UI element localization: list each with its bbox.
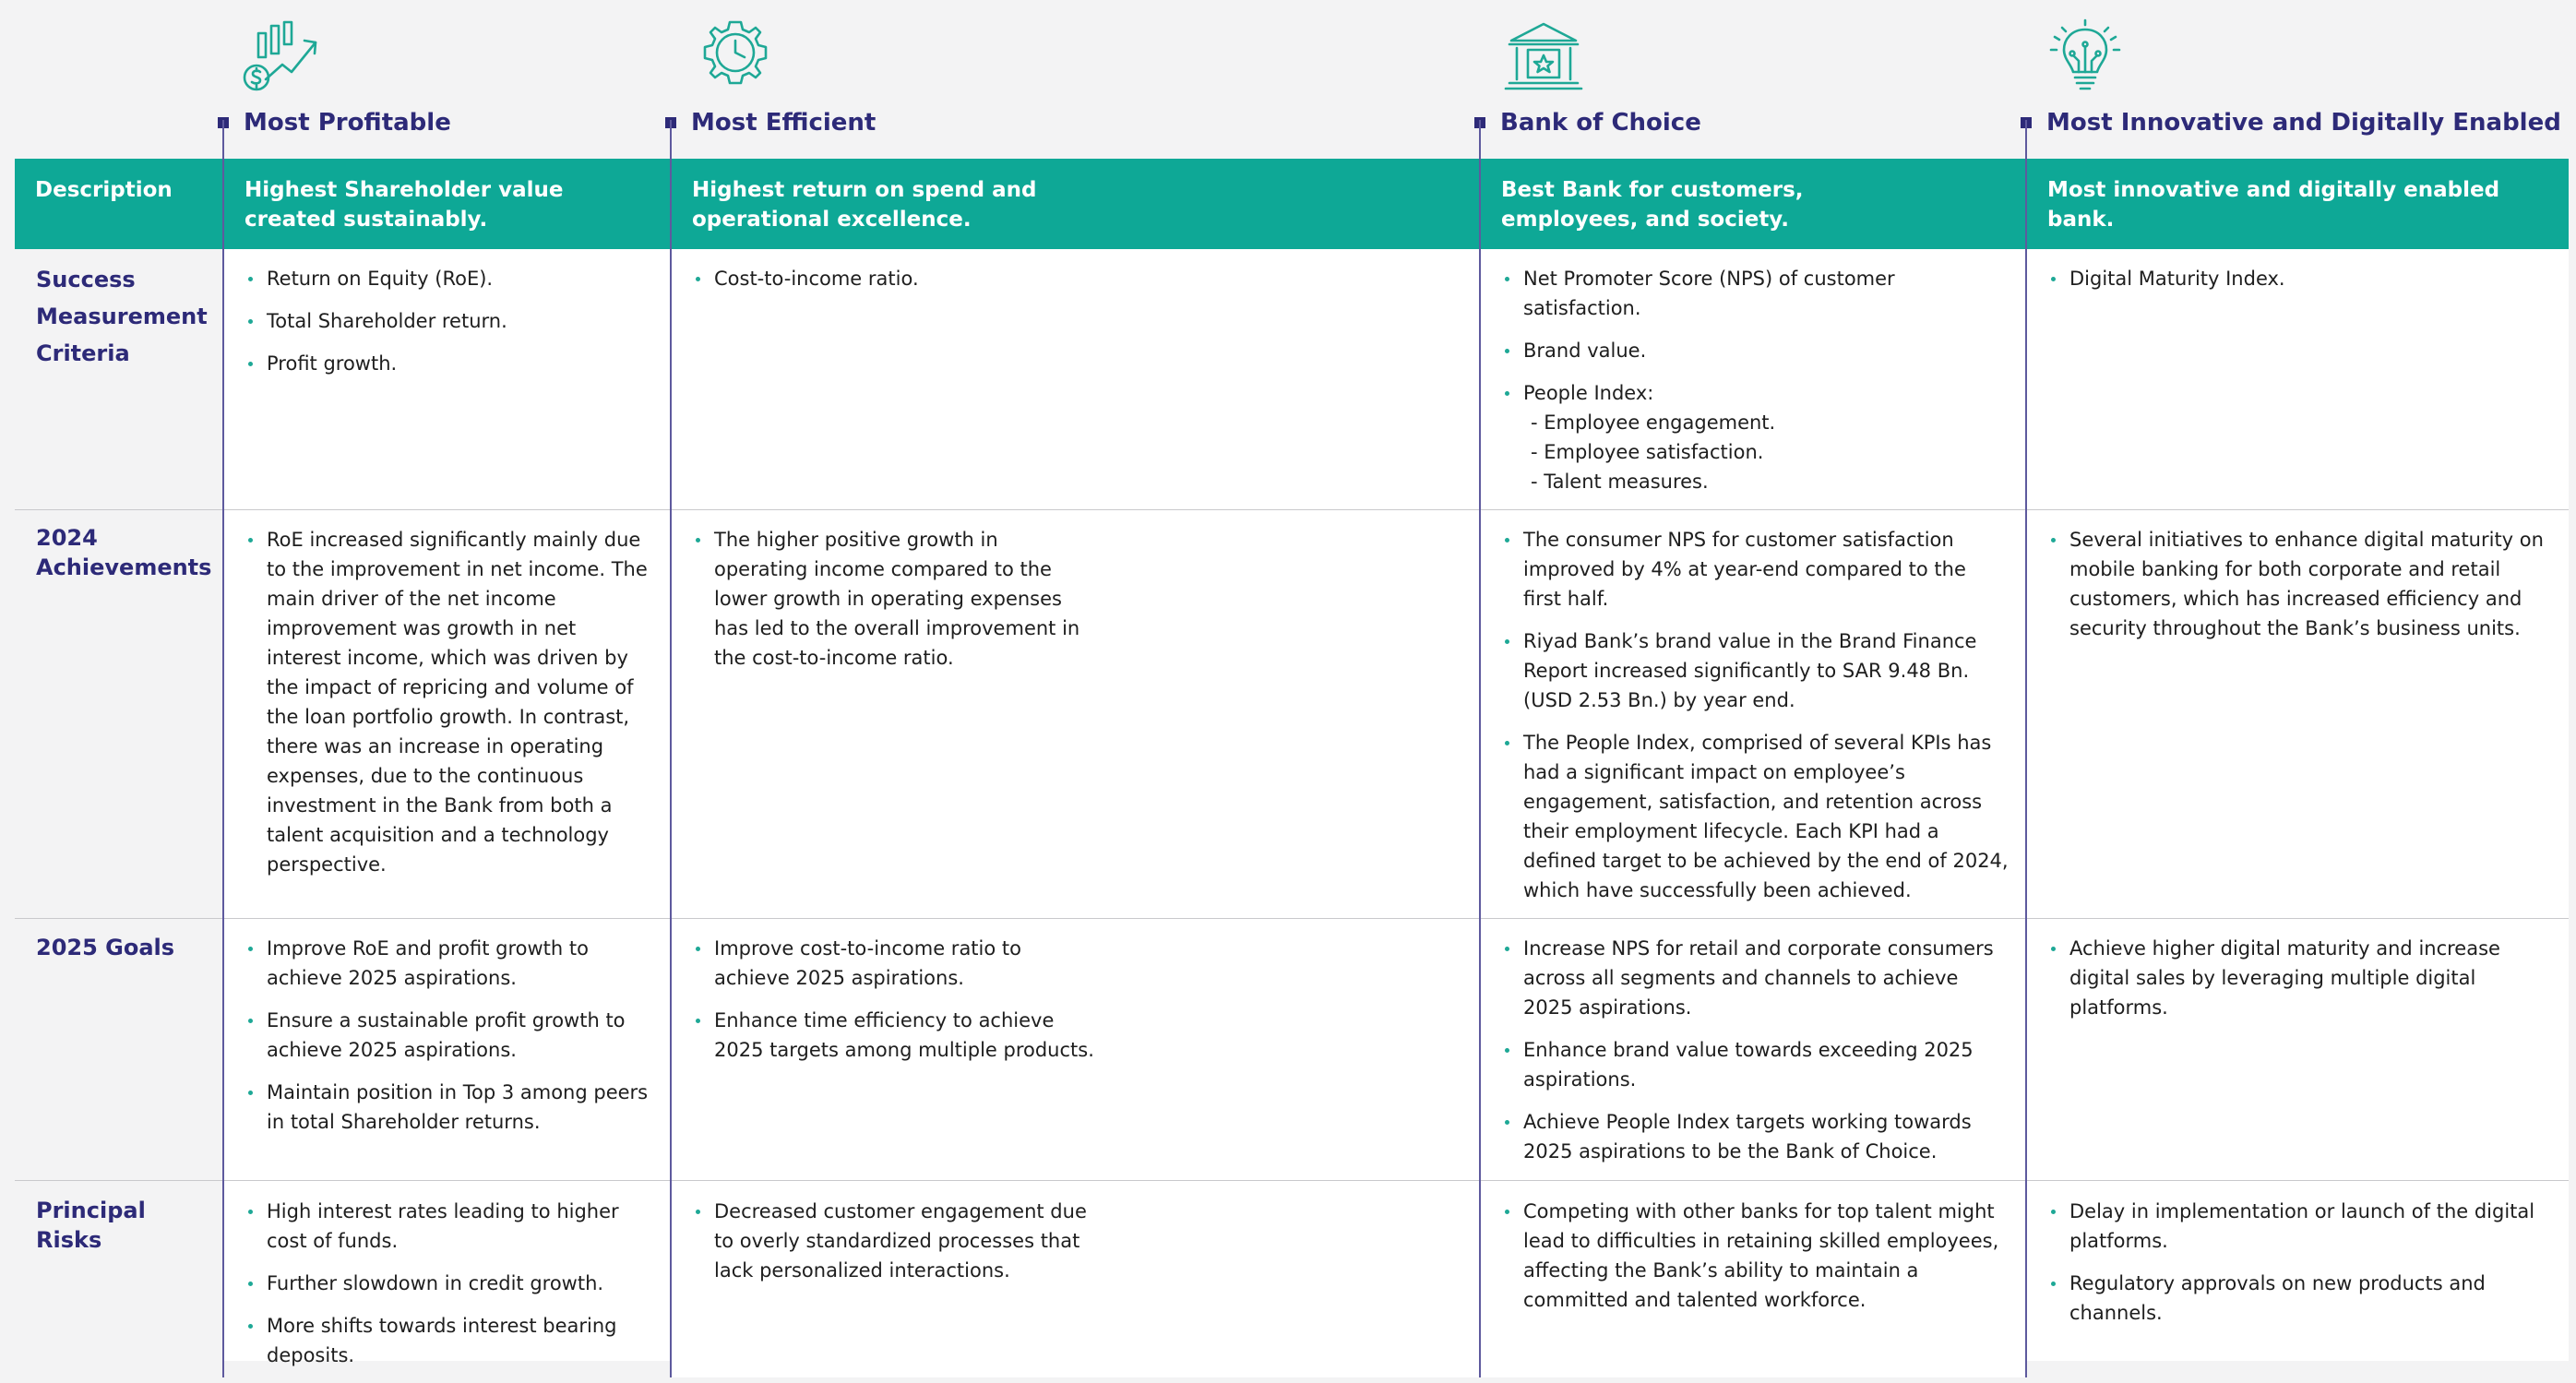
row-label-criteria: Success Measurement Criteria <box>36 267 208 366</box>
list-item: Delay in implementation or launch of the digital platforms. <box>2049 1197 2550 1256</box>
cell-risks-efficient <box>672 1197 1115 1298</box>
header-cell-bank-of-choice: Best Bank for customers, employees, and society. <box>1501 178 1804 232</box>
list-item: Total Shareholder return. <box>246 306 653 336</box>
list-item: Competing with other banks for top talent might lead to difficulties in retaining skilled employees, affecting the Bank’s ability to maintain a committed and talented workforce. <box>1503 1197 2009 1315</box>
cell-criteria-bank-of-choice <box>1481 264 2027 509</box>
pillar-title-efficient <box>665 106 876 139</box>
cell-achievements-efficient <box>672 525 1115 686</box>
list-item: Enhance time efficiency to achieve 2025 targets among multiple products. <box>694 1006 1096 1065</box>
header-cell-efficient: Highest return on spend and operational excellence. <box>692 178 1037 232</box>
people-index-sub-item: - Employee engagement. <box>1531 411 1776 434</box>
list-item-people-index <box>1503 378 2009 496</box>
list-item: Improve RoE and profit growth to achieve 2025 aspirations. <box>246 934 653 993</box>
list-item: Achieve People Index targets working towards 2025 aspirations to be the Bank of Choice. <box>1503 1107 2009 1166</box>
pillar-title-bank-of-choice <box>1474 106 1701 139</box>
list-item: Achieve higher digital maturity and increase digital sales by leveraging multiple digital platforms. <box>2049 934 2550 1022</box>
pillar-title-text: Most Profitable <box>244 109 451 137</box>
list-item: Increase NPS for retail and corporate consumers across all segments and channels to achieve 2025 aspirations. <box>1503 934 2009 1022</box>
list-item: Maintain position in Top 3 among peers in total Shareholder returns. <box>246 1078 653 1137</box>
list-item: Return on Equity (RoE). <box>246 264 653 293</box>
pillar-title-innovative <box>2021 106 2561 139</box>
cell-risks-profitable <box>224 1197 672 1383</box>
column-divider <box>1479 120 1481 1377</box>
people-index-sub-item: - Talent measures. <box>1531 471 1709 493</box>
list-item: RoE increased significantly mainly due to the improvement in net income. The main driver of the net income improvement was growth in net interest income, which was driven by the impact of repricing and volume of the loan portfolio growth. In contrast, there was an increase in operating expenses, due to the continuous investment in the Bank from both a talent acquisition and a technology perspective. <box>246 525 653 879</box>
header-description-label: Description <box>35 178 173 202</box>
list-item: Further slowdown in credit growth. <box>246 1269 653 1298</box>
column-bg-innovative <box>2027 249 2569 1361</box>
list-item: Improve cost-to-income ratio to achieve 2025 aspirations. <box>694 934 1096 993</box>
cell-criteria-efficient <box>672 264 1115 306</box>
cell-achievements-innovative <box>2027 525 2569 656</box>
list-item: Several initiatives to enhance digital maturity on mobile banking for both corporate and retail customers, which has increased efficiency and security throughout the Bank’s business units. <box>2049 525 2550 643</box>
list-item: Ensure a sustainable profit growth to achieve 2025 aspirations. <box>246 1006 653 1065</box>
cell-achievements-bank-of-choice <box>1481 525 2027 918</box>
bank-star-icon <box>1502 18 1585 96</box>
cell-criteria-profitable <box>224 264 672 391</box>
list-item: The People Index, comprised of several KPIs has had a significant impact on employee’s engagement, satisfaction, and retention across their employment lifecycle. Each KPI had a defined target to be achieved by the end of 2024, which have successfully been achieved. <box>1503 728 2009 905</box>
pillar-title-text: Most Innovative and Digitally Enabled <box>2046 109 2561 137</box>
list-item: Net Promoter Score (NPS) of customer satisfaction. <box>1503 264 2009 323</box>
lightbulb-circuit-icon <box>2044 18 2127 96</box>
cell-goals-bank-of-choice <box>1481 934 2027 1179</box>
list-item: Enhance brand value towards exceeding 2025 aspirations. <box>1503 1035 2009 1094</box>
cell-goals-profitable <box>224 934 672 1150</box>
list-item: Digital Maturity Index. <box>2049 264 2550 293</box>
list-item: Regulatory approvals on new products and channels. <box>2049 1269 2550 1328</box>
row-separator <box>15 918 2569 919</box>
cell-goals-efficient <box>672 934 1115 1078</box>
pillar-title-text: Bank of Choice <box>1500 109 1701 137</box>
list-item: The higher positive growth in operating income compared to the lower growth in operating expenses has led to the overall improvement in the cost-to-income ratio. <box>694 525 1096 673</box>
people-index-label: People Index: <box>1523 382 1654 404</box>
row-label-achievements: 2024 Achievements <box>36 525 212 580</box>
list-item: Decreased customer engagement due to overly standardized processes that lack personalized interactions. <box>694 1197 1096 1285</box>
row-label-goals: 2025 Goals <box>36 935 175 960</box>
cell-risks-bank-of-choice <box>1481 1197 2027 1328</box>
profit-growth-icon <box>242 18 325 96</box>
list-item: The consumer NPS for customer satisfaction improved by 4% at year-end compared to the first half. <box>1503 525 2009 614</box>
cell-achievements-profitable <box>224 525 672 892</box>
column-divider <box>670 120 672 1377</box>
header-cell-innovative: Most innovative and digitally enabled bank. <box>2047 178 2500 232</box>
row-separator <box>15 1180 2569 1181</box>
header-cell-profitable: Highest Shareholder value created sustainably. <box>244 178 564 232</box>
pillar-title-text: Most Efficient <box>691 109 877 137</box>
clock-gear-icon <box>694 18 777 96</box>
column-divider <box>222 120 224 1377</box>
cell-criteria-innovative <box>2027 264 2569 306</box>
people-index-sub-item: - Employee satisfaction. <box>1531 441 1764 463</box>
cell-risks-innovative <box>2027 1197 2569 1341</box>
pillar-title-profitable <box>218 106 451 139</box>
list-item: Riyad Bank’s brand value in the Brand Finance Report increased significantly to SAR 9.48 Bn. (USD 2.53 Bn.) by year end. <box>1503 626 2009 715</box>
list-item: More shifts towards interest bearing deposits. <box>246 1311 653 1370</box>
cell-goals-innovative <box>2027 934 2569 1035</box>
list-item: Cost-to-income ratio. <box>694 264 1096 293</box>
row-separator <box>15 509 2569 510</box>
list-item: Brand value. <box>1503 336 2009 365</box>
row-label-risks: Principal Risks <box>36 1198 146 1253</box>
list-item: High interest rates leading to higher cost of funds. <box>246 1197 653 1256</box>
column-divider <box>2025 120 2027 1377</box>
list-item: Profit growth. <box>246 349 653 378</box>
